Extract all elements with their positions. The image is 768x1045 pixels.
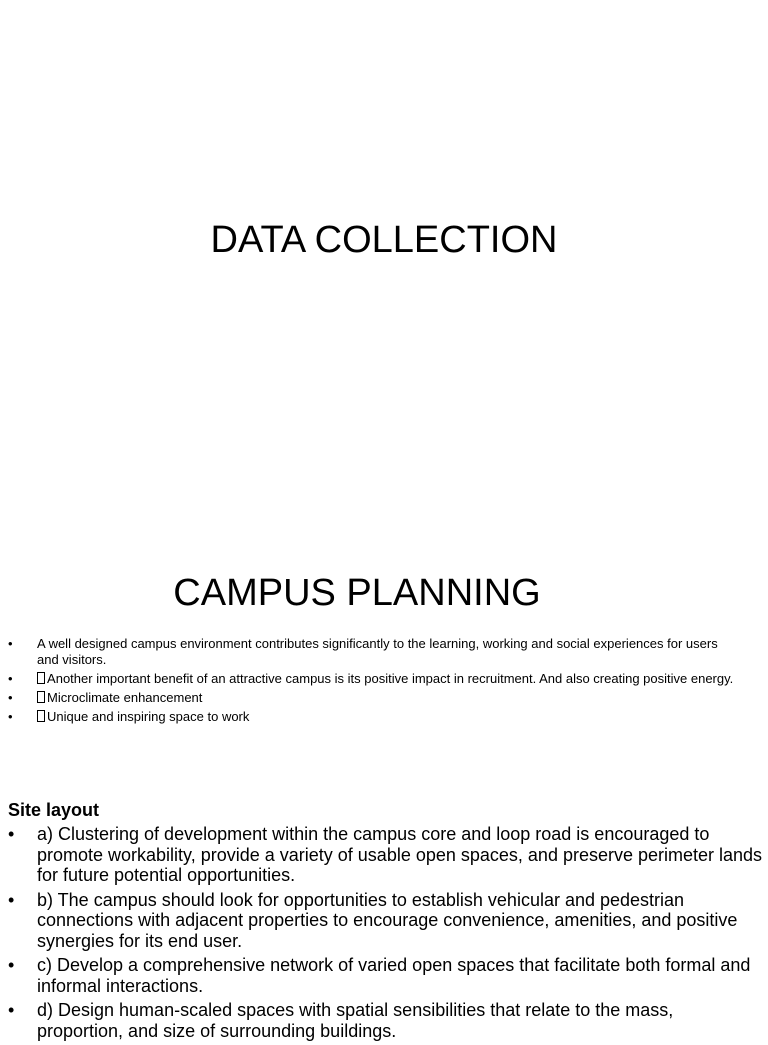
bullet-dot-icon: • <box>8 689 13 705</box>
bullet-text: d) Design human-scaled spaces with spatial sensibilities that relate to the mass, proportion, and size of surrounding buildings. <box>37 1000 674 1041</box>
list-item <box>8 671 738 687</box>
bullet-text: Another important benefit of an attractive campus is its positive impact in recruitment. And also creating positive energy. <box>47 670 734 686</box>
bullet-text: a) Clustering of development within the campus core and loop road is encouraged to promote workability, provide a variety of usable open spaces, and preserve perimeter lands for future potential opportunities. <box>37 824 763 885</box>
bullet-dot-icon: • <box>8 1000 15 1020</box>
list-item <box>8 824 763 886</box>
bullet-text: c) Develop a comprehensive network of varied open spaces that facilitate both formal and informal interactions. <box>37 955 751 996</box>
section-heading-site-layout: Site layout <box>8 800 100 820</box>
slide-title-data-collection: DATA COLLECTION <box>210 219 558 261</box>
bullet-text: Microclimate enhancement <box>47 689 203 705</box>
list-item <box>8 890 763 952</box>
slide-title-campus-planning: CAMPUS PLANNING <box>173 572 541 614</box>
list-item <box>8 709 738 725</box>
bullet-text: Unique and inspiring space to work <box>47 708 250 724</box>
missing-glyph-box-icon <box>37 710 45 722</box>
bullet-dot-icon: • <box>8 889 15 910</box>
bullet-dot-icon: • <box>8 636 13 651</box>
missing-glyph-box-icon <box>37 672 45 684</box>
bullet-dot-icon: • <box>8 670 13 686</box>
list-item <box>8 1000 763 1041</box>
missing-glyph-box-icon <box>37 691 45 703</box>
bullet-dot-icon: • <box>8 824 15 844</box>
bullet-dot-icon: • <box>8 708 13 724</box>
list-item <box>8 955 763 996</box>
list-item <box>8 636 738 667</box>
bullet-dot-icon: • <box>8 955 15 975</box>
site-layout-bullet-list <box>8 824 763 1045</box>
list-item <box>8 690 738 706</box>
bullet-text: A well designed campus environment contributes significantly to the learning, working and social experiences for users and visitors. <box>37 636 718 667</box>
bullet-text: b) The campus should look for opportunities to establish vehicular and pedestrian connections with adjacent properties to encourage convenience, amenities, and positive synergies for its end user. <box>37 889 738 951</box>
campus-planning-bullet-list <box>8 636 738 728</box>
